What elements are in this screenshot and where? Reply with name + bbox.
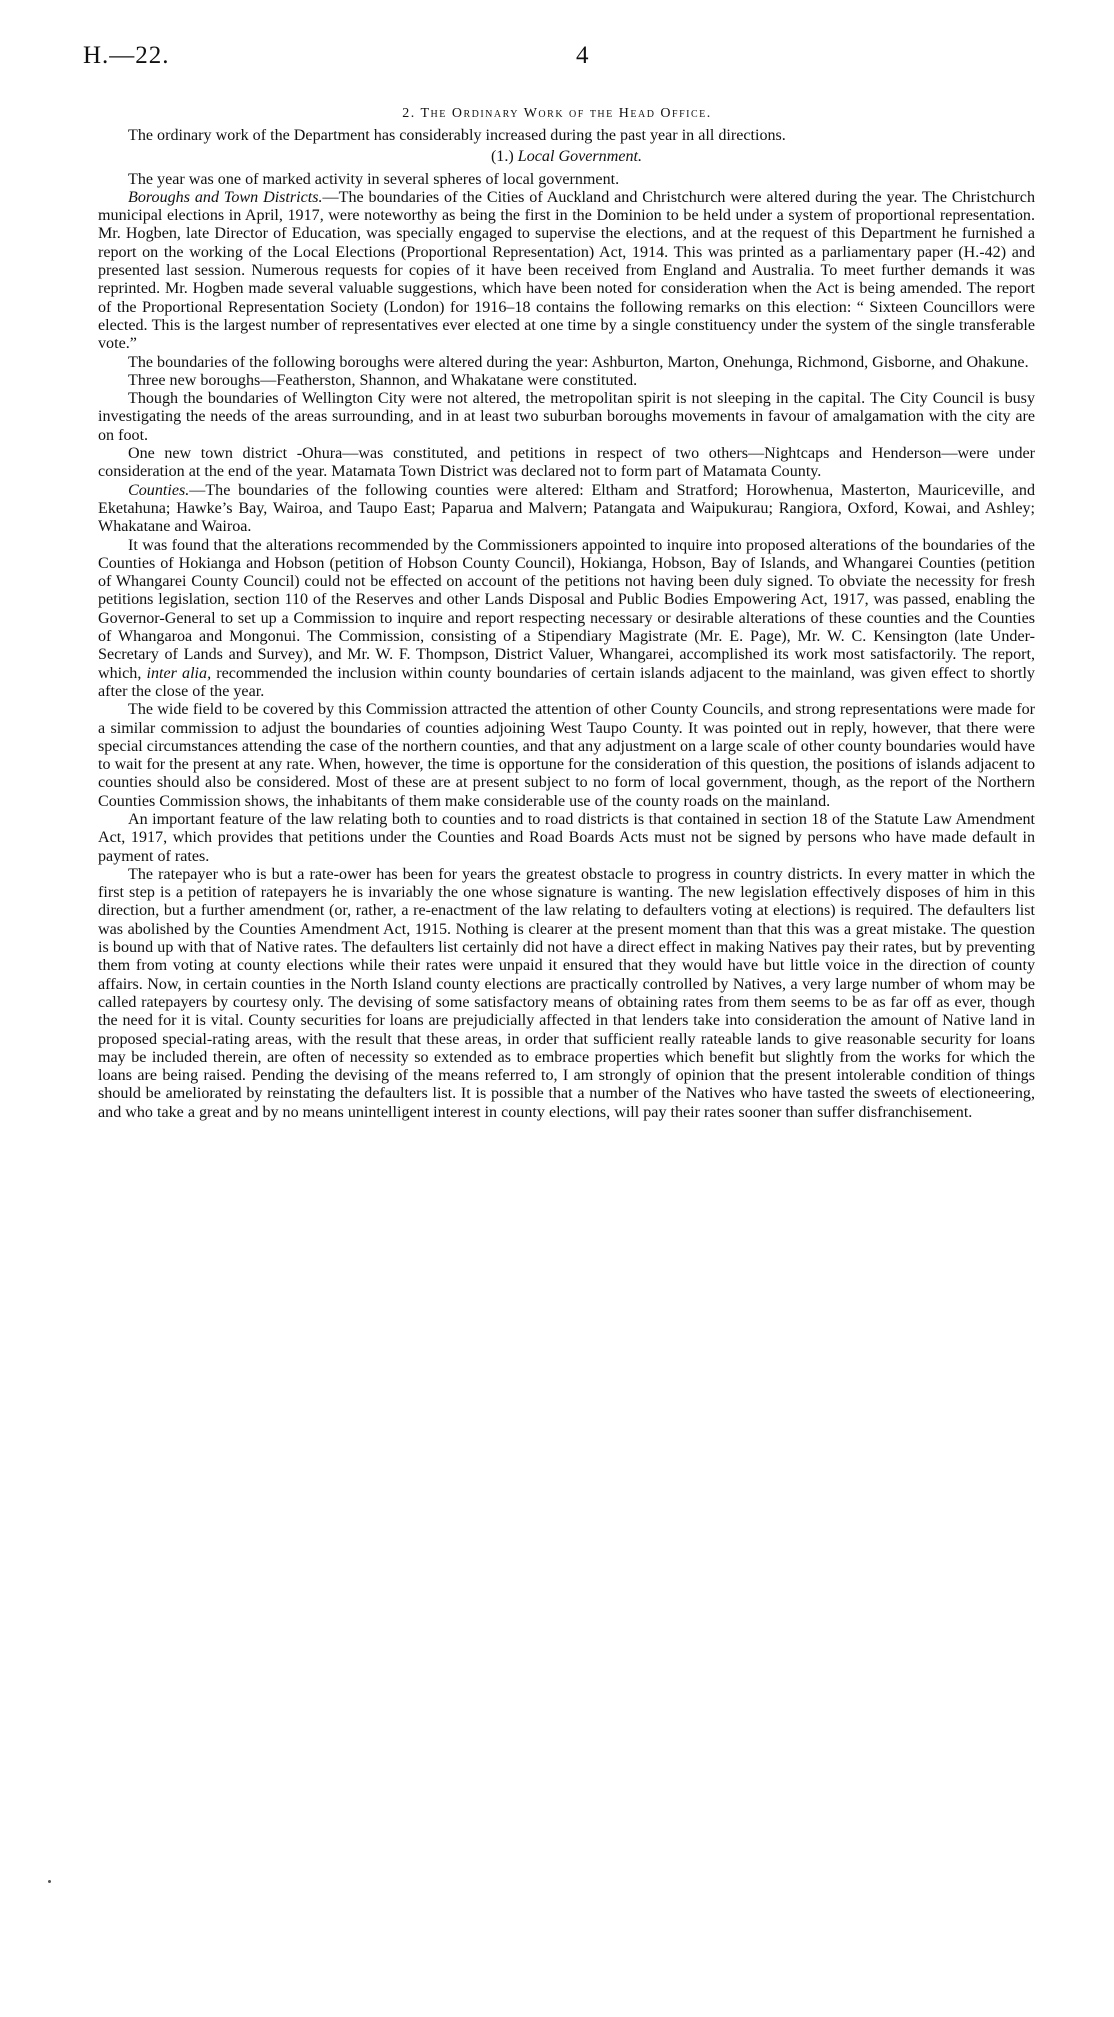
paragraph: The wide field to be covered by this Commission attracted the attention of other County Councils, and strong representations were made for a similar commission to adjust the boundaries of counties adjoining West Taupo County. It was pointed out in reply, however, that there were special circumstances attending the case of the northern counties, and that any adjustment on a large scale of other county boundaries would have to wait for the present at any rate. When, however, the time is opportune for the consideration of this question, the positions of islands adjacent to counties should also be considered. Most of these are at present subject to no form of local government, though, as the report of the Northern Counties Commission shows, the inhabitants of them make considerable use of the county roads on the mainland. (98, 701, 1035, 810)
subsection-heading (98, 148, 1035, 166)
paragraph-commission (98, 537, 1035, 702)
paragraph-lead: Boroughs and Town Districts. (128, 188, 323, 206)
paragraph: The boundaries of the following boroughs were altered during the year: Ashburton, Marton, Onehunga, Richmond, Gisborne, and Ohakune. (128, 353, 1029, 371)
paragraph-lead: Counties. (128, 481, 190, 499)
paragraph-boroughs (98, 189, 1035, 354)
paragraph: An important feature of the law relating both to counties and to road districts is that contained in section 18 of the Statute Law Amendment Act, 1917, which provides that petitions under the Counties and Road Boards Acts must not be signed by persons who have made default in payment of rates. (98, 810, 1035, 865)
intro-paragraph: The ordinary work of the Department has considerably increased during the past year in all directions. (128, 127, 786, 144)
paragraph: The year was one of marked activity in several spheres of local government. (128, 170, 620, 188)
document-reference: H.—22. (83, 42, 170, 69)
subsection-title: Local Government. (517, 148, 643, 166)
document-body (98, 127, 1035, 1122)
paragraph: One new town district -Ohura—was constituted, and petitions in respect of two others—Nightcaps and Henderson—were under consideration at the end of the year. Matamata Town District was declared not to form part of Matamata County. (98, 445, 1035, 481)
paragraph-text: —The boundaries of the Cities of Auckland and Christchurch were altered during the year. The Christchurch municipal elections in April, 1917, were noteworthy as being the first in the Dominion to be held under a system of proportional representation. Mr. Hogben, late Director of Education, was specially engaged to supervise the elections, and at the request of this Department he furnished a report on the working of the Local Elections (Proportional Representation) Act, 1914. This was printed as a parliamentary paper (H.-42) and presented last session. Numerous requests for copies of it have been received from England and Australia. To meet further demands it was reprinted. Mr. Hogben made several valuable suggestions, which have been noted for consideration when the Act is being amended. The report of the Proportional Representation Society (London) for 1916–18 contains the following remarks on this election: “ Sixteen Councillors were elected. This is the largest number of representatives ever elected at one time by a single constituency under the system of the single transferable vote.” (98, 188, 1035, 353)
paragraph-italic: inter alia, (146, 664, 212, 682)
paragraph: The ratepayer who is but a rate-ower has been for years the greatest obstacle to progress in country districts. In every matter in which the first step is a petition of ratepayers he is invariably the one whose signature is wanting. The new legislation effectively disposes of him in this direction, but a further amendment (or, rather, a re-enactment of the law relating to defaulters voting at elections) is required. The defaulters list was abolished by the Counties Amendment Act, 1915. Nothing is clearer at the present moment than that this was a great mistake. The question is bound up with that of Native rates. The defaulters list certainly did not have a direct effect in making Natives pay their rates, but by preventing them from voting at county elections while their rates were unpaid it ensured that they would have but little voice in the direction of county affairs. Now, in certain counties in the North Island county elections are practically controlled by Natives, a very large number of whom may be called ratepayers by courtesy only. The devising of some satisfactory means of obtaining rates from them seems to be as far off as ever, though the need for it is vital. County securities for loans are prejudicially affected in that lenders take into consideration the amount of Native land in proposed special-rating areas, with the result that these areas, in order that sufficient really rateable lands to give reasonable security for loans may be included therein, are often of necessity so extended as to embrace properties which benefit but slightly from the works for which the loans are being raised. Pending the devising of the means referred to, I am strongly of opinion that the present intolerable condition of things should be ameliorated by reinstating the defaulters list. It is possible that a number of the Natives who have tasted the sweets of electioneering, and who take a great and by no means unintelligent interest in county elections, will pay their rates sooner than suffer disfranchisement. (98, 865, 1035, 1121)
page-number: 4 (576, 42, 589, 69)
subsection-number: (1.) (490, 148, 514, 166)
paragraph: Three new boroughs—Featherston, Shannon, and Whakatane were constituted. (128, 371, 638, 389)
section-title: 2. The Ordinary Work of the Head Office. (402, 106, 712, 121)
paragraph-counties (98, 482, 1035, 537)
margin-mark (48, 1880, 51, 1883)
paragraph: Though the boundaries of Wellington City were not altered, the metropolitan spirit is not sleeping in the capital. The City Council is busy investigating the needs of the areas surrounding, and in at least two suburban boroughs movements in favour of amalgamation with the city are on foot. (98, 390, 1035, 444)
paragraph-text: It was found that the alterations recommended by the Commissioners appointed to inquire into proposed alterations of the boundaries of the Counties of Hokianga and Hobson (petition of Hobson County Council), Hokianga, Hobson, Bay of Islands, and Whangarei Counties (petition of Whangarei County Council) could not be effected on account of the petitions not having been duly signed. To obviate the necessity for fresh petitions legislation, section 110 of the Reserves and other Lands Disposal and Public Bodies Empowering Act, 1917, was passed, enabling the Governor-General to set up a Commission to inquire and report respecting necessary or desirable alterations of these counties and the Counties of Whangaroa and Mongonui. The Commission, consisting of a Stipendiary Magistrate (Mr. E. Page), Mr. W. C. Kensington (late Under-Secretary of Lands and Survey), and Mr. W. F. Thompson, District Valuer, Whangarei, accomplished its work most satisfactorily. The report, which, (98, 536, 1035, 682)
paragraph-text: recommended the inclusion within county boundaries of certain islands adjacent to the mainland, was given effect to shortly after the close of the year. (98, 664, 1035, 700)
paragraph-text: —The boundaries of the following counties were altered: Eltham and Stratford; Horowhenua, Masterton, Mauriceville, and Eketahuna; Hawke’s Bay, Wairoa, and Taupo East; Paparua and Malvern; Patangata and Waipukurau; Rangiora, Oxford, Kowai, and Ashley; Whakatane and Wairoa. (98, 481, 1035, 536)
